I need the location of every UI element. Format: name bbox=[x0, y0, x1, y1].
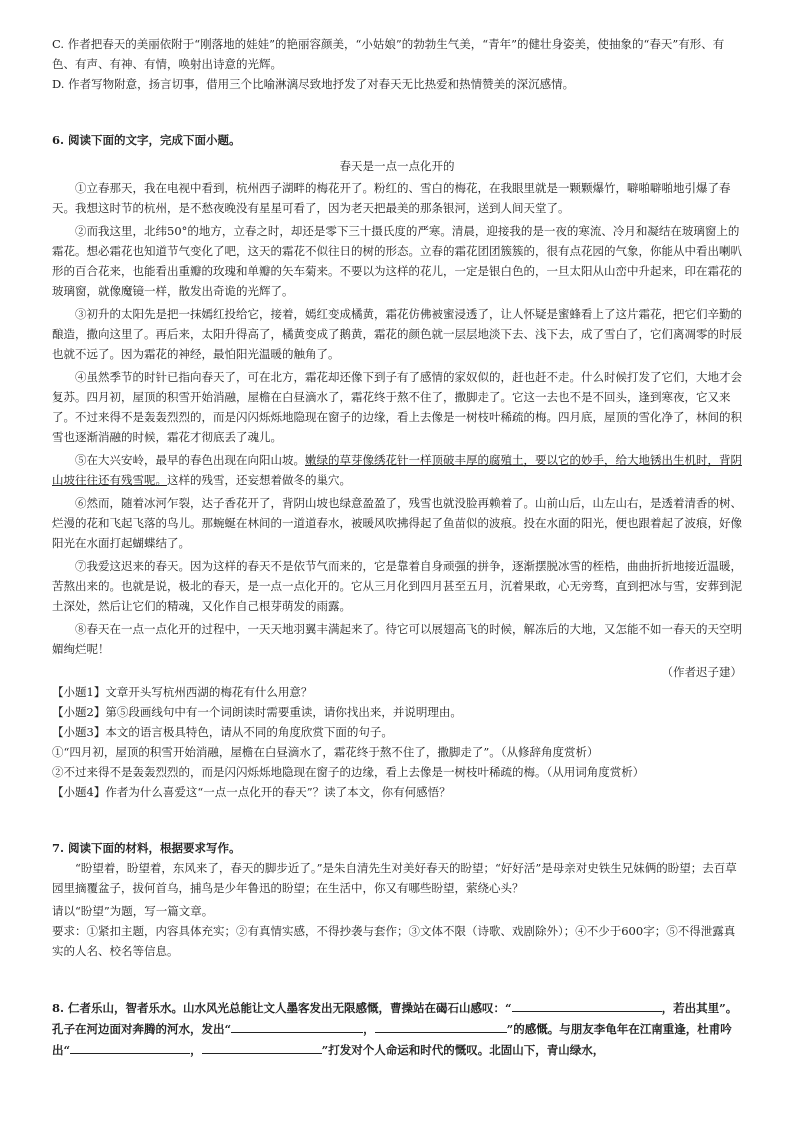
subquestion-1: 【小题1】文章开头写杭州西湖的梅花有什么用意？ bbox=[52, 685, 313, 699]
answer-blank-4[interactable] bbox=[70, 1039, 190, 1054]
paragraph-7: ⑦我爱这迟来的春天。因为这样的春天不是依节气而来的，它是靠着自身顽强的拼争，逐渐摆脱冰雪的桎梏，曲曲折折地接近温暖，苦熬出来的。也就是说，极北的春天，是一点一点化开的。它从三月化到四月甚至五月，沉着果敢，心无旁骛，直到把冰与雪，安葬到泥土深处，然后让它们的精魂，又化作自己根芽萌发的雨露。 bbox=[52, 559, 742, 613]
option-d: D. 作者写物附意，扬言切事，借用三个比喻淋漓尽致地抒发了对春天无比热爱和热情赞美的深沉感情。 bbox=[52, 77, 575, 91]
paragraph-6: ⑥然而，随着冰河乍裂，达子香花开了，背阴山坡也绿意盈盈了，残雪也就没脸再赖着了。山前山后，山左山右，是透着清香的树、烂漫的花和飞起飞落的鸟儿。那蜿蜒在林间的一道道春水，被暖风吹拂得起了鱼苗似的波痕。投在水面的阳光，便也跟着起了波痕，好像阳光在水面打起蝴蝶结了。 bbox=[52, 496, 742, 550]
writing-material: “盼望着，盼望着，东风来了，春天的脚步近了。”是朱自清先生对美好春天的盼望；“好好活”是母亲对史铁生兄妹俩的盼望；去百草园里摘覆盆子，拔何首乌，捕鸟是少年鲁迅的盼望；在生活中，你又有哪些盼望，萦绕心头？ bbox=[52, 861, 737, 895]
article-author: （作者迟子建） bbox=[661, 665, 742, 679]
paragraph-8: ⑧春天在一点一点化开的过程中，一天天地羽翼丰满起来了。待它可以展翅高飞的时候，解冻后的大地，又怎能不如一春天的天空明媚绚烂呢！ bbox=[52, 622, 742, 656]
q8-text-6: ”打发对个人命运和时代的慨叹。北固山下，青山绿水， bbox=[321, 1043, 605, 1057]
paragraph-5-lead: ⑤在大兴安岭，最早的春色出现在向阳山坡。 bbox=[75, 453, 305, 467]
subquestion-2: 【小题2】第⑤段画线句中有一个词朗读时需要重读，请你找出来，并说明理由。 bbox=[52, 705, 462, 719]
q8-text-1: 8. 仁者乐山，智者乐水。山水风光总能让文人墨客发出无限感慨，曹操站在碣石山感叹：“ bbox=[52, 1001, 512, 1015]
paragraph-1: ①立春那天，我在电视中看到，杭州西子湖畔的梅花开了。粉红的、雪白的梅花，在我眼里就是一颗颗爆竹，噼啪噼啪地引爆了春天。我想这时节的杭州，是不愁夜晚没有星星可看了，因为老天把最美的那条银河，送到人间天堂了。 bbox=[52, 181, 731, 215]
question-8 bbox=[52, 997, 742, 1060]
subquestion-3-item-1: ①“四月初，屋顶的积雪开始消融，屋檐在白昼滴水了，霜花终于熬不住了，撒脚走了”。（从修辞角度赏析） bbox=[52, 745, 599, 759]
paragraph-5 bbox=[52, 450, 742, 490]
question-7-title: 7. 阅读下面的材料，根据要求写作。 bbox=[52, 841, 241, 855]
answer-blank-1[interactable] bbox=[512, 997, 662, 1012]
underlined-sentence: 嫩绿的草芽像绣花针一样顶破丰厚的腐殖土，要以它的妙手，给大地锈出生机时，背阴山坡往往还有残雪呢。 bbox=[52, 453, 742, 487]
subquestion-3-item-2: ②不过来得不是轰轰烈烈的，而是闪闪烁烁地隐现在窗子的边缘，看上去像是一树枝叶稀疏的梅。（从用词角度赏析） bbox=[52, 765, 645, 779]
answer-blank-2[interactable] bbox=[231, 1018, 363, 1033]
option-c: C. 作者把春天的美丽依附于“刚落地的娃娃”的艳丽容颜美，“小姑娘”的勃勃生气美，“青年”的健壮身姿美，使抽象的“春天”有形、有色、有声、有神、有情，唤射出诗意的光辉。 bbox=[52, 37, 725, 71]
paragraph-2: ②而我这里，北纬50°的地方，立春之时，却还是零下三十摄氏度的严寒。清晨，迎接我的是一夜的寒流、冷月和凝结在玻璃窗上的霜花。想必霜花也知道节气变化了吧，这天的霜花不似往日的树的形态。立春的霜花团团簇簇的，很有点花园的气象，你能从中看出喇叭形的百合花来，也能看出重瓣的玫瑰和单瓣的矢车菊来。不要以为这样的花儿，一定是银白色的，一旦太阳从山峦中升起来，印在霜花的玻璃窗，就像魔镜一样，散发出奇诡的光辉了。 bbox=[52, 224, 742, 298]
subquestion-4: 【小题4】作者为什么喜爱这“一点一点化开的春天”？读了本文，你有何感悟？ bbox=[52, 785, 451, 799]
writing-requirements: 要求：①紧扣主题，内容具体充实；②有真情实感，不得抄袭与套作；③文体不限（诗歌、戏剧除外）；④不少于600字；⑤不得泄露真实的人名、校名等信息。 bbox=[52, 924, 736, 958]
q8-text-5: ， bbox=[190, 1043, 202, 1057]
article-title: 春天是一点一点化开的 bbox=[339, 159, 455, 173]
answer-blank-5[interactable] bbox=[202, 1039, 322, 1054]
answer-blank-3[interactable] bbox=[375, 1018, 507, 1033]
paragraph-5-tail: 这样的残雪，还妄想着做冬的巢穴。 bbox=[167, 473, 351, 487]
paragraph-3: ③初升的太阳先是把一抹嫣红投给它，接着，嫣红变成橘黄，霜花仿佛被蜜浸透了，让人怀疑是蜜蜂看上了这片霜花，把它们辛勤的酿造，撒向这里了。再后来，太阳升得高了，橘黄变成了鹅黄，霜花的颜色就一层层地淡下去、浅下去，成了雪白了，它们离凋零的时辰也就不远了。因为霜花的神经，最怕阳光温暖的触角了。 bbox=[52, 307, 742, 361]
writing-task: 请以“盼望”为题，写一篇文章。 bbox=[52, 904, 214, 918]
q8-text-4: ”的感慨。与朋友李龟年在江南重逢，杜甫吟出“ bbox=[52, 1022, 732, 1057]
question-6-title: 6. 阅读下面的文字，完成下面小题。 bbox=[52, 133, 241, 147]
q8-text-2: ，若出其里”。孔子在河边面对奔腾的河水，发出“ bbox=[52, 1001, 738, 1036]
paragraph-4: ④虽然季节的时针已指向春天了，可在北方，霜花却还像下到子有了感情的家奴似的，赶也赶不走。什么时候打发了它们，大地才会复苏。四月初，屋顶的积雪开始消融，屋檐在白昼滴水了，霜花终于熬不住了，撒脚走了。它这一去也不是不回头，逢到寒夜，它又来了。不过来得不是轰轰烈烈的，而是闪闪烁烁地隐现在窗子的边缘，看上去像是一树枝叶稀疏的梅。四月底，屋顶的雪化净了，林间的积雪也逐渐消融的时候，霜花才彻底丢了魂儿。 bbox=[52, 370, 742, 444]
subquestion-3: 【小题3】本文的语言极具特色，请从不同的角度欣赏下面的句子。 bbox=[52, 725, 393, 739]
q8-text-3: ， bbox=[363, 1022, 375, 1036]
